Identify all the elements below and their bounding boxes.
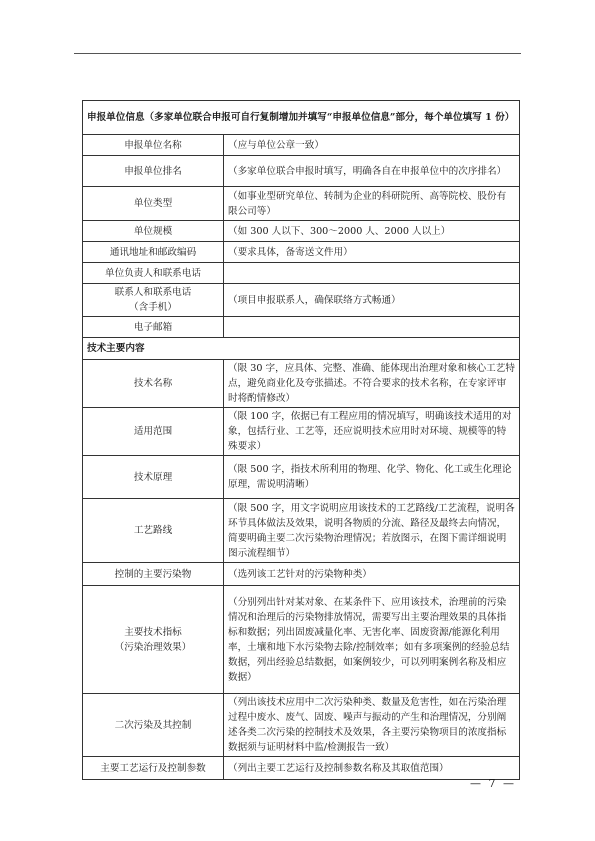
- table-row: [83, 563, 520, 586]
- field-value-scope[interactable]: （限 100 字，依据已有工程应用的情况填写，明确该技术适用的对象，包括行业、工艺等，还应说明技术应用时对环境、规模等的特殊要求）: [224, 408, 520, 456]
- application-form-table: [82, 100, 520, 780]
- field-value-unit-head-phone[interactable]: [224, 263, 520, 284]
- page-number: — 7 —: [470, 777, 516, 790]
- field-label-unit-name: 申报单位名称: [83, 135, 224, 156]
- table-row: [83, 263, 520, 284]
- section-header-row: [83, 338, 520, 360]
- field-label-tech-name: 技术名称: [83, 360, 224, 408]
- table-row: [83, 135, 520, 156]
- table-row: [83, 317, 520, 338]
- table-row: [83, 187, 520, 221]
- field-value-unit-rank[interactable]: （多家单位联合申报时填写，明确各自在申报单位中的次序排名）: [224, 156, 520, 187]
- field-label-unit-rank: 申报单位排名: [83, 156, 224, 187]
- header-rule: [74, 53, 521, 54]
- field-label-contact-phone: 联系人和联系电话 （含手机）: [83, 284, 224, 317]
- field-value-operating-params[interactable]: （列出主要工艺运行及控制参数名称及其取值范围）: [224, 757, 520, 780]
- field-label-process-route: 工艺路线: [83, 499, 224, 563]
- field-value-unit-scale[interactable]: （如 300 人以下、300～2000 人、2000 人以上）: [224, 221, 520, 242]
- field-label-email: 电子邮箱: [83, 317, 224, 338]
- field-value-secondary-pollution[interactable]: （列出该技术应用中二次污染种类、数量及危害性，如在污染治理过程中废水、废气、固废、噪声与振动的产生和治理情况，分别阐述各类二次污染的控制技术及效果，各主要污染物项目的浓度指标数据须与证明材料中监/检测报告一致）: [224, 694, 520, 757]
- table-row: [83, 499, 520, 563]
- section-title-unit-info: 申报单位信息（多家单位联合申报可自行复制增加并填写“申报单位信息”部分，每个单位填写 1 份）: [83, 101, 520, 135]
- field-label-tech-indicators: 主要技术指标 （污染治理效果）: [83, 586, 224, 694]
- field-value-address-postcode[interactable]: （要求具体，备寄送文件用）: [224, 242, 520, 263]
- field-value-tech-indicators[interactable]: （分别列出针对某对象、在某条件下、应用该技术，治理前的污染情况和治理后的污染物排放情况，需要写出主要治理效果的具体指标和数据；列出固废减量化率、无害化率、固废资源/能源化利用率，土壤和地下水污染物去除/控制效率；如有多项案例的经验总结数据，列出经验总结数据，如案例较少，可以列明案例名称及相应数据）: [224, 586, 520, 694]
- field-label-unit-type: 单位类型: [83, 187, 224, 221]
- field-label-pollutants: 控制的主要污染物: [83, 563, 224, 586]
- table-row: [83, 360, 520, 408]
- field-value-contact-phone[interactable]: （项目申报联系人，确保联络方式畅通）: [224, 284, 520, 317]
- field-value-pollutants[interactable]: （选列该工艺针对的污染物种类）: [224, 563, 520, 586]
- table-row: [83, 586, 520, 694]
- field-value-unit-type[interactable]: （如事业型研究单位、转制为企业的科研院所、高等院校、股份有限公司等）: [224, 187, 520, 221]
- field-label-principle: 技术原理: [83, 456, 224, 499]
- field-value-unit-name[interactable]: （应与单位公章一致）: [224, 135, 520, 156]
- field-label-operating-params: 主要工艺运行及控制参数: [83, 757, 224, 780]
- field-value-tech-name[interactable]: （限 30 字，应具体、完整、准确、能体现出治理对象和核心工艺特点，避免商业化及夸张描述。不符合要求的技术名称，在专家评审时将酌情修改）: [224, 360, 520, 408]
- table-row: [83, 408, 520, 456]
- table-row: [83, 156, 520, 187]
- table-row: [83, 694, 520, 757]
- table-row: [83, 242, 520, 263]
- field-label-unit-scale: 单位规模: [83, 221, 224, 242]
- field-value-process-route[interactable]: （限 500 字，用文字说明应用该技术的工艺路线/工艺流程，说明各环节具体做法及效果，说明各物质的分流、路径及最终去向情况，简要明确主要二次污染物治理情况；若放图示，在图下需详细说明图示流程细节）: [224, 499, 520, 563]
- field-label-unit-head-phone: 单位负责人和联系电话: [83, 263, 224, 284]
- section-header-row: [83, 101, 520, 135]
- field-value-principle[interactable]: （限 500 字，指技术所利用的物理、化学、物化、化工或生化理论原理，需说明清晰）: [224, 456, 520, 499]
- field-value-email[interactable]: [224, 317, 520, 338]
- table-row: [83, 757, 520, 780]
- field-label-address-postcode: 通讯地址和邮政编码: [83, 242, 224, 263]
- table-row: [83, 221, 520, 242]
- section-title-tech-content: 技术主要内容: [83, 338, 520, 360]
- table-row: [83, 456, 520, 499]
- field-label-scope: 适用范围: [83, 408, 224, 456]
- table-row: [83, 284, 520, 317]
- field-label-secondary-pollution: 二次污染及其控制: [83, 694, 224, 757]
